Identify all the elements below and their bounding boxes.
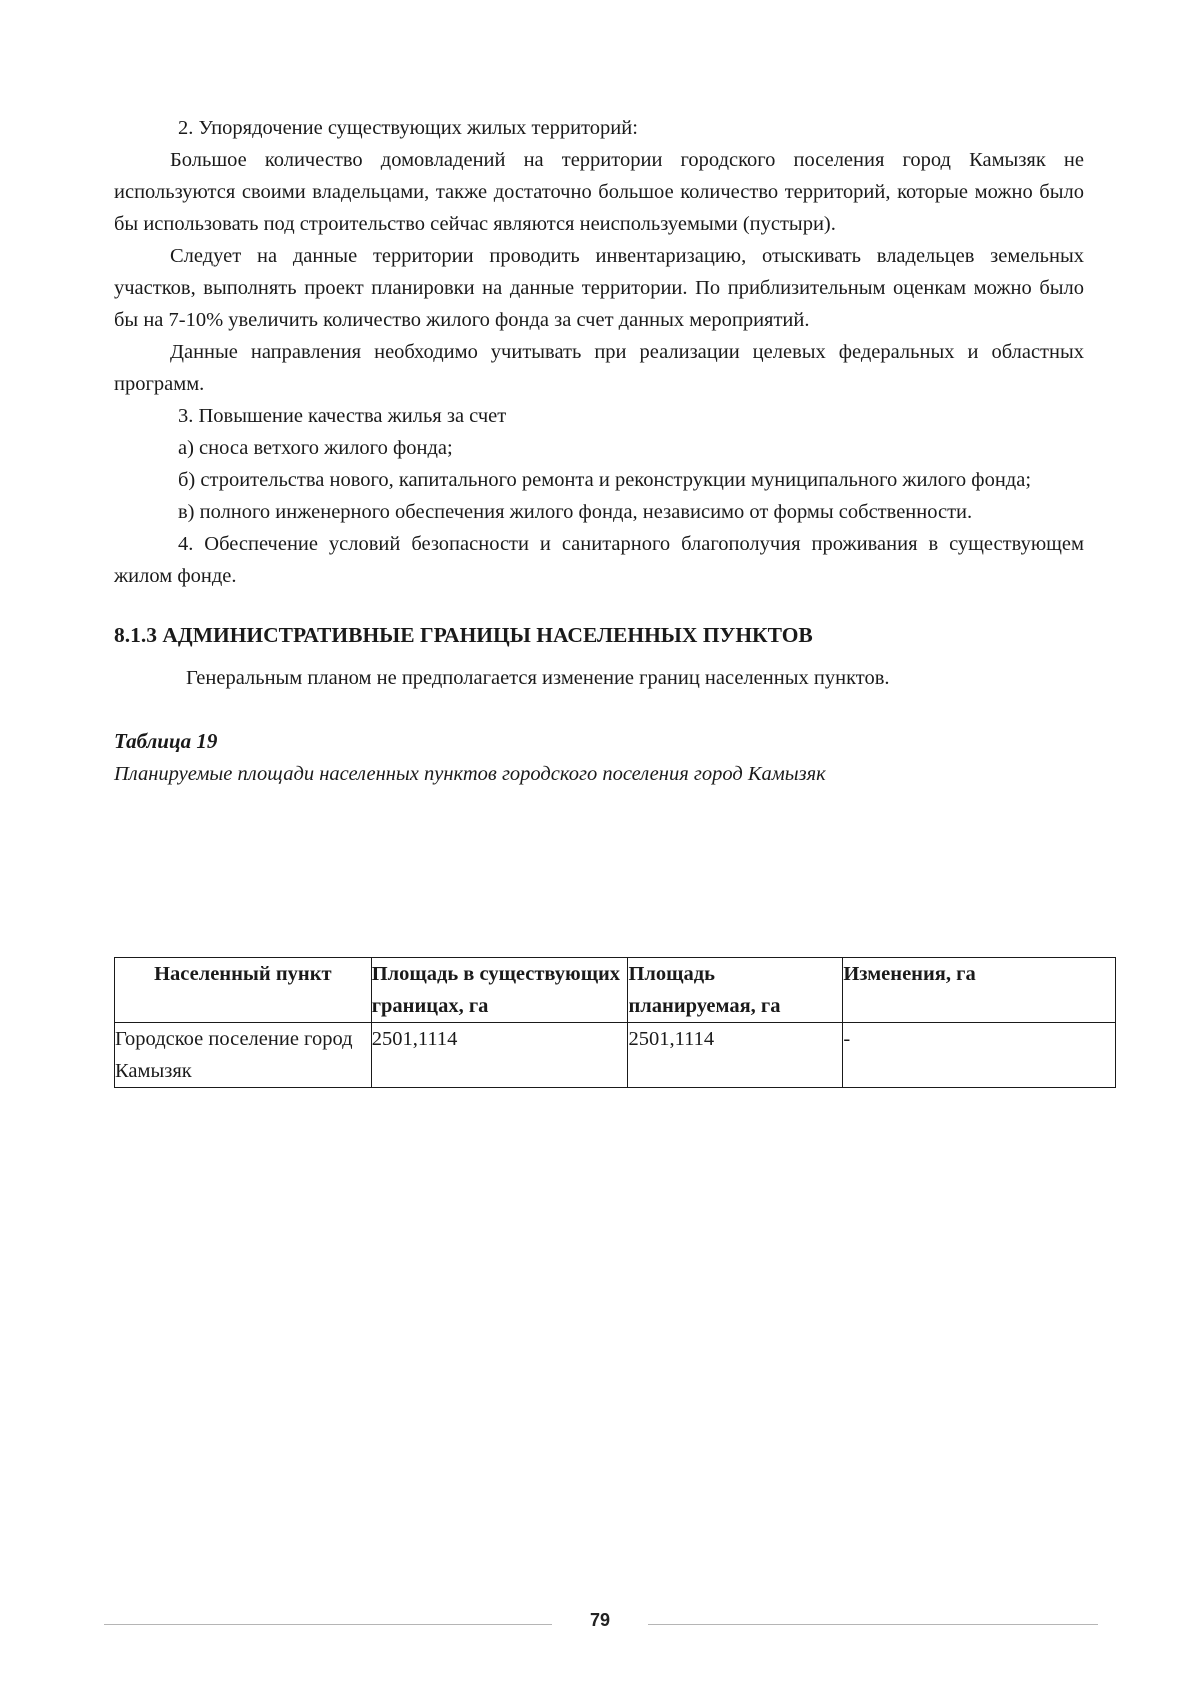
sub-item-c: в) полного инженерного обеспечения жилого фонда, независимо от формы собственности.: [178, 501, 973, 523]
page-number: 79: [589, 1610, 611, 1630]
table-title: Таблица 19: [114, 729, 218, 753]
cell-settlement: Городское поселение город Камызяк: [115, 1023, 372, 1088]
footer-rule-right: [648, 1624, 1098, 1625]
cell-changes: -: [843, 1023, 1116, 1088]
paragraph: Следует на данные территории проводить инвентаризацию, отыскивать владельцев земельных участков, выполнять проект планировки на данные территории. По приблизительным оценкам можно было бы на 7-10% увеличить количество жилого фонда за счет данных мероприятий.: [114, 245, 1084, 331]
header-settlement: Населенный пункт: [115, 958, 372, 1023]
table-header-row: [115, 958, 1116, 1023]
list-item-2: 2. Упорядочение существующих жилых территорий:: [178, 117, 638, 139]
section-heading: 8.1.3 АДМИНИСТРАТИВНЫЕ ГРАНИЦЫ НАСЕЛЕННЫХ ПУНКТОВ: [114, 623, 813, 647]
table-row: [115, 1023, 1116, 1088]
paragraph: Большое количество домовладений на территории городского поселения город Камызяк не используются своими владельцами, также достаточно большое количество территорий, которые можно было бы использовать под строительство сейчас являются неиспользуемыми (пустыри).: [114, 149, 1084, 235]
list-item-3: 3. Повышение качества жилья за счет: [178, 405, 507, 427]
sub-item-a: а) сноса ветхого жилого фонда;: [178, 437, 453, 459]
document-body: [114, 112, 1084, 790]
table-subtitle: Планируемые площади населенных пунктов городского поселения город Камызяк: [114, 763, 826, 785]
paragraph: Данные направления необходимо учитывать при реализации целевых федеральных и областных программ.: [114, 341, 1084, 395]
section-text: Генеральным планом не предполагается изменение границ населенных пунктов.: [186, 667, 890, 689]
cell-planned-area: 2501,1114: [628, 1023, 843, 1088]
table-caption: [114, 724, 1084, 790]
list-item-4: 4. Обеспечение условий безопасности и санитарного благополучия проживания в существующем жилом фонде.: [114, 533, 1084, 587]
header-existing-area: Площадь в существующих границах, га: [371, 958, 628, 1023]
header-changes: Изменения, га: [843, 958, 1116, 1023]
areas-table: [114, 957, 1116, 1088]
footer-rule-left: [104, 1624, 552, 1625]
header-planned-area: Площадь планируемая, га: [628, 958, 843, 1023]
cell-existing-area: 2501,1114: [371, 1023, 628, 1088]
sub-item-b: б) строительства нового, капитального ремонта и реконструкции муниципального жилого фонда;: [178, 469, 1032, 491]
